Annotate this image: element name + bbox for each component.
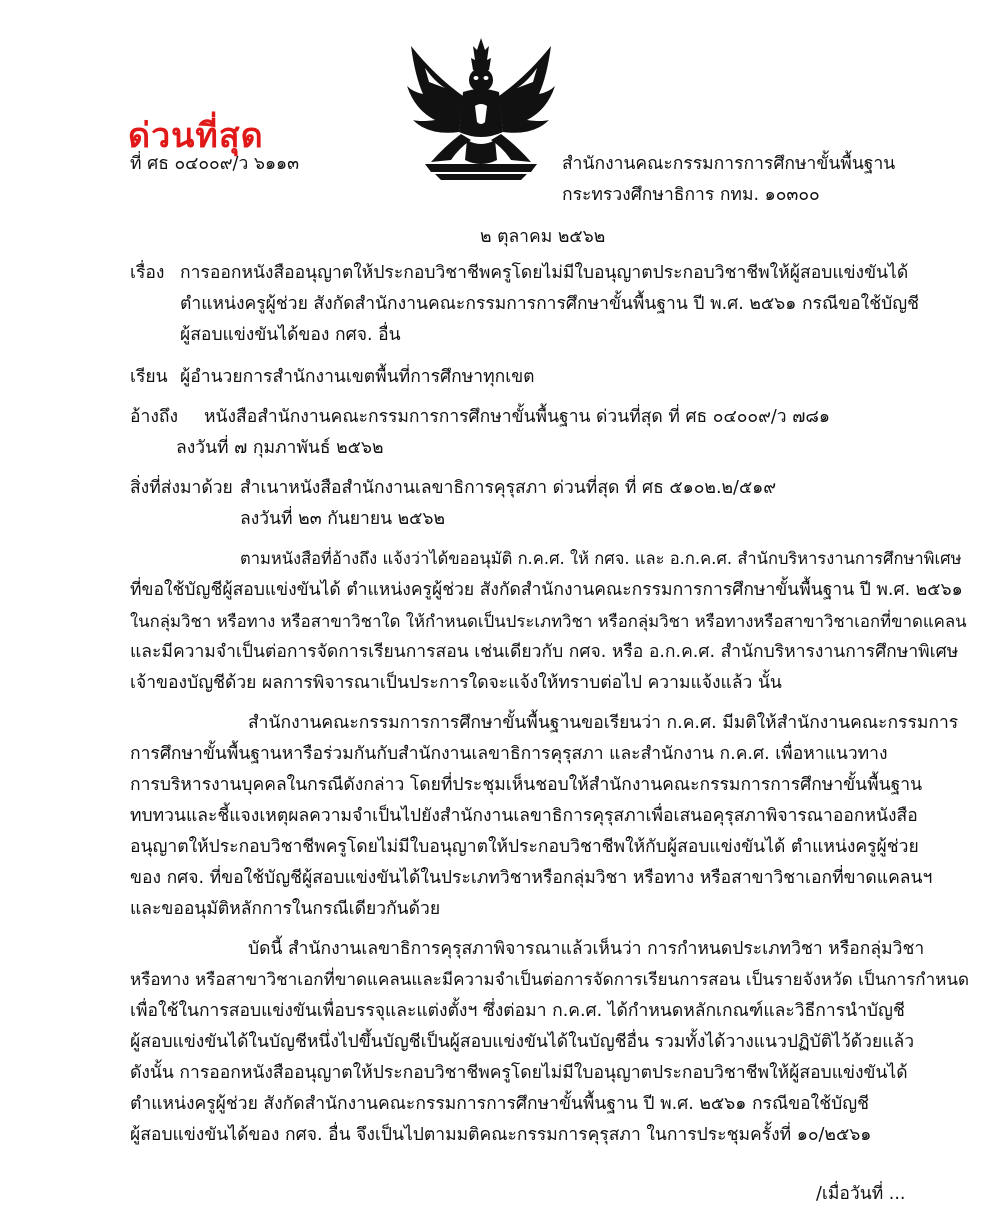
- body-line: ดังนั้น การออกหนังสืออนุญาตให้ประกอบวิชาชีพครูโดยไม่มีใบอนุญาตประกอบวิชาชีพให้ผู้สอบแข่งขันได้: [130, 1063, 908, 1083]
- body-line: ผู้สอบแข่งขันได้ในบัญชีหนึ่งไปขึ้นบัญชีเป็นผู้สอบแข่งขันได้ในบัญชีอื่น รวมทั้งได้วางแนวปฏิบัติไว้ด้วยแล้ว: [130, 1032, 915, 1052]
- body-line: ในกลุ่มวิชา หรือทาง หรือสาขาวิชาใด ให้กำหนดเป็นประเภทวิชา หรือกลุ่มวิชา หรือทางหรือสาขาวิชาเอกที่ขาดแคลน: [130, 611, 967, 631]
- body-line: ตามหนังสือที่อ้างถึง แจ้งว่าได้ขออนุมัติ ก.ค.ศ. ให้ กศจ. และ อ.ก.ค.ศ. สำนักบริหารงานการศึกษาพิเศษ: [240, 549, 962, 568]
- body-line: เจ้าของบัญชีด้วย ผลการพิจารณาเป็นประการใดจะแจ้งให้ทราบต่อไป ความแจ้งแล้ว นั้น: [130, 673, 782, 693]
- body-line: และขออนุมัติหลักการในกรณีเดียวกันด้วย: [130, 899, 441, 919]
- body-line: และมีความจำเป็นต่อการจัดการเรียนการสอน เช่นเดียวกับ กศจ. หรือ อ.ก.ค.ศ. สำนักบริหารงานการศึกษาพิเศษ: [130, 642, 959, 662]
- salutation-label: เรียน: [130, 367, 168, 387]
- body-line: ของ กศจ. ที่ขอใช้บัญชีผู้สอบแข่งขันได้ในประเภทวิชาหรือกลุ่มวิชา หรือทาง หรือสาขาวิชาเอกที่ขาดแคลนฯ: [130, 868, 933, 888]
- urgency-stamp: ด่วนที่สุด: [128, 116, 264, 156]
- enclosure-line: สำเนาหนังสือสำนักงานเลขาธิการคุรุสภา ด่วนที่สุด ที่ ศธ ๕๑๐๒.๒/๕๑๙: [240, 478, 777, 498]
- body-line: สำนักงานคณะกรรมการการศึกษาขั้นพื้นฐานขอเรียนว่า ก.ค.ศ. มีมติให้สำนักงานคณะกรรมการ: [248, 713, 959, 733]
- body-line: ที่ขอใช้บัญชีผู้สอบแข่งขันได้ ตำแหน่งครูผู้ช่วย สังกัดสำนักงานคณะกรรมการการศึกษาขั้นพื้นฐาน ปี พ.ศ. ๒๕๖๑: [130, 580, 963, 600]
- sender-ministry-address: กระทรวงศึกษาธิการ กทม. ๑๐๓๐๐: [562, 185, 820, 205]
- page-continuation: /เมื่อวันที่ ...: [816, 1184, 906, 1204]
- body-line: การบริหารงานบุคคลในกรณีดังกล่าว โดยที่ประชุมเห็นชอบให้สำนักงานคณะกรรมการการศึกษาขั้นพื้นฐาน: [130, 775, 923, 795]
- body-line: หรือทาง หรือสาขาวิชาเอกที่ขาดแคลนและมีความจำเป็นต่อการจัดการเรียนการสอน เป็นรายจังหวัด เป็นการกำหนด: [130, 970, 969, 990]
- salutation-recipient: ผู้อำนวยการสำนักงานเขตพื้นที่การศึกษาทุกเขต: [180, 367, 535, 387]
- subject-line: การออกหนังสืออนุญาตให้ประกอบวิชาชีพครูโดยไม่มีใบอนุญาตประกอบวิชาชีพให้ผู้สอบแข่งขันได้: [180, 263, 909, 283]
- reference-label: อ้างถึง: [130, 407, 179, 427]
- reference-line: ลงวันที่ ๗ กุมภาพันธ์ ๒๕๖๒: [176, 438, 384, 458]
- enclosure-line: ลงวันที่ ๒๓ กันยายน ๒๕๖๒: [240, 509, 446, 529]
- subject-line: ตำแหน่งครูผู้ช่วย สังกัดสำนักงานคณะกรรมการการศึกษาขั้นพื้นฐาน ปี พ.ศ. ๒๕๖๑ กรณีขอใช้บัญชี: [180, 294, 919, 314]
- body-line: ทบทวนและชี้แจงเหตุผลความจำเป็นไปยังสำนักงานเลขาธิการคุรุสภาเพื่อเสนอคุรุสภาพิจารณาออกหนังสือ: [130, 806, 918, 826]
- body-line: อนุญาตให้ประกอบวิชาชีพครูโดยไม่มีใบอนุญาตให้ประกอบวิชาชีพให้กับผู้สอบแข่งขันได้ ตำแหน่งครูผู้ช่วย: [130, 837, 919, 857]
- body-line: การศึกษาขั้นพื้นฐานหารือร่วมกันกับสำนักงานเลขาธิการคุรุสภา และสำนักงาน ก.ค.ศ. เพื่อหาแนวทาง: [130, 744, 888, 764]
- reference-number: ที่ ศธ ๐๔๐๐๙/ว ๖๑๑๓: [130, 154, 300, 174]
- body-line: ตำแหน่งครูผู้ช่วย สังกัดสำนักงานคณะกรรมการการศึกษาขั้นพื้นฐาน ปี พ.ศ. ๒๕๖๑ กรณีขอใช้บัญชี: [130, 1094, 869, 1114]
- subject-line: ผู้สอบแข่งขันได้ของ กศจ. อื่น: [180, 325, 401, 345]
- body-line: เพื่อใช้ในการสอบแข่งขันเพื่อบรรจุและแต่งตั้งฯ ซึ่งต่อมา ก.ค.ศ. ได้กำหนดหลักเกณฑ์และวิธีการนำบัญชี: [130, 1001, 905, 1021]
- enclosure-label: สิ่งที่ส่งมาด้วย: [130, 478, 233, 498]
- sender-office: สำนักงานคณะกรรมการการศึกษาขั้นพื้นฐาน: [562, 154, 896, 174]
- body-line: ผู้สอบแข่งขันได้ของ กศจ. อื่น จึงเป็นไปตามมติคณะกรรมการคุรุสภา ในการประชุมครั้งที่ ๑๐/๒๕๖๑: [130, 1125, 872, 1145]
- subject-label: เรื่อง: [130, 263, 165, 283]
- reference-line: หนังสือสำนักงานคณะกรรมการการศึกษาขั้นพื้นฐาน ด่วนที่สุด ที่ ศธ ๐๔๐๐๙/ว ๗๘๑: [204, 407, 830, 427]
- document-date: ๒ ตุลาคม ๒๕๖๒: [480, 227, 606, 247]
- body-line: บัดนี้ สำนักงานเลขาธิการคุรุสภาพิจารณาแล้วเห็นว่า การกำหนดประเภทวิชา หรือกลุ่มวิชา: [248, 939, 925, 959]
- garuda-emblem-icon: [405, 36, 557, 181]
